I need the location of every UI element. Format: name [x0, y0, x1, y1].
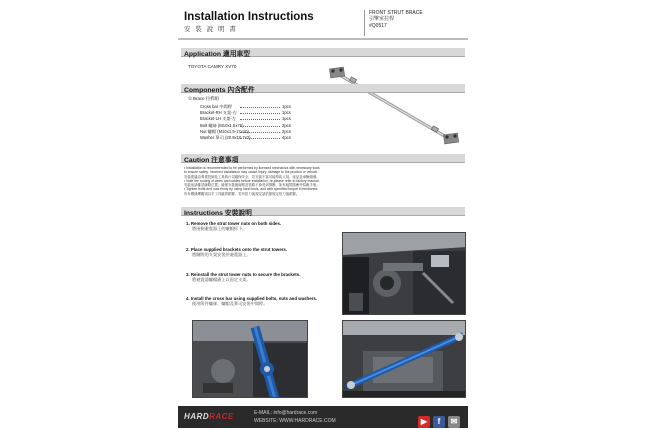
- contact-website[interactable]: WEBSITE: WWW.HARDRACE.COM: [254, 418, 336, 424]
- list-item: 4. Install the cross bar using supplied bolts, nuts and washers. 使用附件螺絲、螺帽及華司安裝中間桿。: [186, 296, 318, 306]
- list-item: Washer 華司 (20.8x10.7x2) 4pcs: [200, 134, 291, 140]
- strut-brace-illustration: [328, 56, 463, 156]
- caution-text: • Installation is recommended to be performed by licensed mechanics with necessary tools to ensure safety. Incorrect installation may cause injury, damage to the product or vehicle. 安裝建議由專業技師及工具執行以確保安全，若安裝不當可能導致人員、產品及車輛損傷。 • Note the routing of wires and cables before installation, re-please refer to factory manual. 安裝前請確認線路位置，確保安裝後線路及管路不會受到擠壓，如有疑問請參考原廠手冊。 • Tighten bolts and nuts firmly by using hand tools, and with specified torque if mentioned. 所有螺絲螺帽須以手工具確實鎖緊，若有扭力值規定請依照規定扭力值鎖緊。: [184, 166, 320, 196]
- section-caution: [181, 154, 465, 163]
- list-item: 2. Place supplied brackets onto the strut towers. 將隨附的支架安裝於避震器上。: [186, 247, 288, 257]
- product-name: FRONT STRUT BRACE: [369, 10, 423, 16]
- header: [178, 8, 468, 36]
- list-item: Bracket-LH 支架-左 1pcs: [200, 116, 291, 122]
- page-title: Installation Instructions: [184, 11, 314, 23]
- list-item: 1. Remove the strut tower nuts on both sides. 將兩側避震器上的螺帽拆下。: [186, 221, 282, 231]
- section-heading: Caution 注意事項: [184, 157, 239, 164]
- section-heading: Application 適用車型: [184, 51, 251, 58]
- part-number: #Q0517: [369, 22, 387, 29]
- instruction-sheet: [178, 8, 468, 428]
- installed-bar-photo: [342, 320, 466, 398]
- header-divider: [364, 10, 365, 36]
- section-instructions: [181, 207, 465, 216]
- facebook-icon[interactable]: f: [433, 416, 445, 428]
- components-list: [200, 104, 300, 141]
- vehicle-name: TOYOTA CAMRY XV70: [188, 64, 237, 69]
- brand-logo: HARDRACE: [184, 412, 234, 421]
- contact-email[interactable]: E-MAIL: info@hardrace.com: [254, 410, 318, 416]
- component-group-label: ① Brace 拉桿組: [188, 96, 220, 101]
- list-item: Nut 螺帽 (M10x1.5-17x10) 2pcs: [200, 128, 291, 134]
- section-heading: Components 內含配件: [184, 87, 255, 94]
- social-icons: [415, 411, 460, 429]
- engine-bay-photo: [342, 232, 466, 315]
- header-bar: [178, 38, 468, 40]
- list-item: Cross bar 中間桿 1pcs: [200, 104, 291, 109]
- wechat-icon[interactable]: ✉: [448, 416, 460, 428]
- section-heading: Instructions 安裝說明: [184, 210, 252, 217]
- list-item: Bolt 螺絲 (M10x1.5x75) 2pcs: [200, 122, 291, 128]
- page-subtitle: 安 裝 說 明 書: [184, 26, 238, 33]
- bracket-closeup-photo: [192, 320, 308, 398]
- list-item: 3. Reinstall the strut tower nuts to secure the brackets. 將避震器螺帽鎖上以固定支架。: [186, 272, 301, 282]
- section-components: [181, 84, 465, 93]
- footer: [178, 406, 468, 428]
- list-item: Bracket-RH 支架-右 1pcs: [200, 110, 291, 116]
- product-info: [369, 10, 423, 29]
- youtube-icon[interactable]: ▶: [418, 416, 430, 428]
- product-name-zh: 引擎室拉桿: [369, 16, 395, 23]
